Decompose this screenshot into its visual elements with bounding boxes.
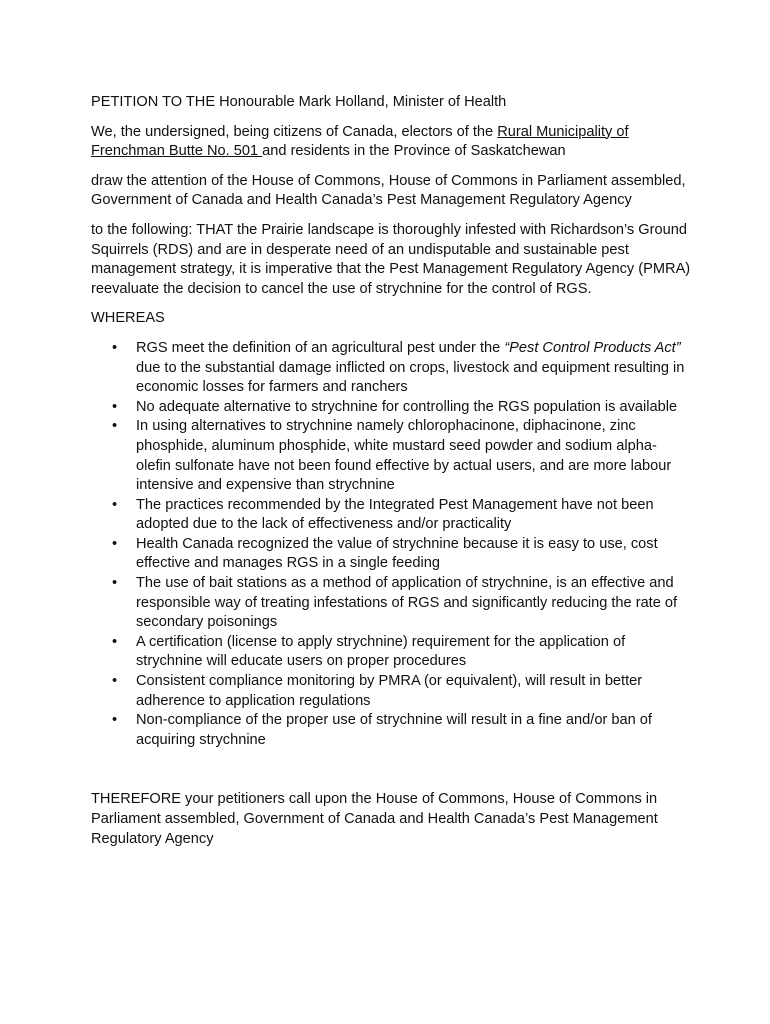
list-item: • Non-compliance of the proper use of strychnine will result in a fine and/or ban of acquiring strychnine bbox=[136, 711, 691, 750]
whereas-heading: WHEREAS bbox=[91, 310, 165, 327]
list-item: • Consistent compliance monitoring by PMRA (or equivalent), will result in better adherence to application regulations bbox=[136, 672, 691, 711]
bullet-1-suffix: due to the substantial damage inflicted on crops, livestock and equipment resulting in economic losses for farmers and ranchers bbox=[136, 359, 685, 396]
petition-title: PETITION TO THE Honourable Mark Holland, Minister of Health bbox=[91, 94, 507, 110]
draw-attention-paragraph: draw the attention of the House of Commons, House of Commons in Parliament assembled, Government of Canada and Health Canada’s Pest Management Regulatory Agency bbox=[91, 172, 686, 209]
list-item: • The use of bait stations as a method of application of strychnine, is an effective and responsible way of treating infestations of RGS and significantly reducing the rate of secondary poisonings bbox=[136, 574, 691, 633]
following-paragraph: to the following: THAT the Prairie landscape is thoroughly infested with Richardson’s Ground Squirrels (RDS) and are in desperate need of an undisputable and sustainable pest management strategy, it is imperative that the Pest Management Regulatory Agency (PMRA) reevaluate the decision to cancel the use of strychnine for the control of RGS. bbox=[91, 221, 691, 297]
petition-page bbox=[91, 93, 691, 849]
act-name: “Pest Control Products Act” bbox=[504, 339, 681, 356]
list-item bbox=[136, 339, 691, 398]
petition-intro bbox=[91, 123, 691, 162]
whereas-list bbox=[91, 339, 691, 750]
intro-prefix: We, the undersigned, being citizens of Canada, electors of the bbox=[91, 123, 498, 140]
rural-municipality-name: Rural Municipality of Frenchman Butte No. 501 bbox=[91, 123, 629, 160]
list-item: • A certification (license to apply strychnine) requirement for the application of strychnine will educate users on proper procedures bbox=[136, 633, 691, 672]
list-item: • Health Canada recognized the value of strychnine because it is easy to use, cost effective and manages RGS in a single feeding bbox=[136, 535, 691, 574]
intro-suffix: and residents in the Province of Saskatchewan bbox=[262, 143, 566, 160]
therefore-paragraph: THEREFORE your petitioners call upon the House of Commons, House of Commons in Parliament assembled, Government of Canada and Health Canada’s Pest Management Regulatory Agency bbox=[91, 791, 658, 847]
list-item: • No adequate alternative to strychnine for controlling the RGS population is available bbox=[136, 398, 691, 418]
list-item: • The practices recommended by the Integrated Pest Management have not been adopted due to the lack of effectiveness and/or practicality bbox=[136, 496, 691, 535]
bullet-1-prefix: RGS meet the definition of an agricultural pest under the bbox=[136, 339, 505, 356]
list-item: • In using alternatives to strychnine namely chlorophacinone, diphacinone, zinc phosphide, aluminum phosphide, white mustard seed powder and sodium alpha-olefin sulfonate have not been found effective by actual users, and are more labour intensive and expensive than strychnine bbox=[136, 417, 691, 495]
